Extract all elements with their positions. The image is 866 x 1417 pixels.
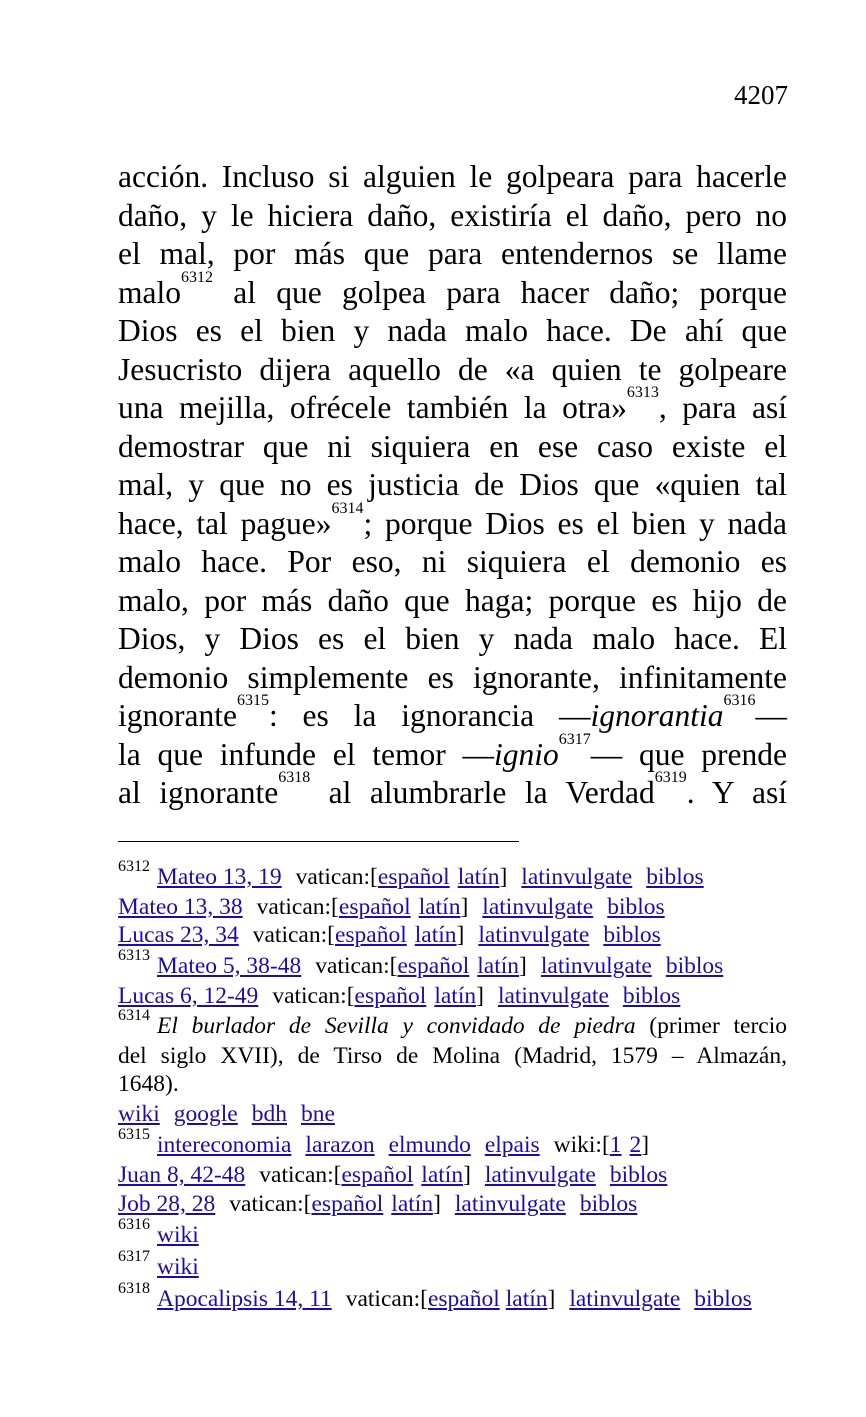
bible-ref-link[interactable]: Lucas 23, 34 (118, 922, 239, 948)
wiki-link-2[interactable]: 2 (629, 1132, 642, 1158)
wiki-link[interactable]: wiki (157, 1254, 199, 1280)
vatican-label: vatican:[ (256, 894, 339, 920)
footnote-text: del siglo XVII), de Tirso de Molina (Madrid, 1579 – Almazán, (118, 1043, 787, 1069)
footnote-mark: 6312 (118, 858, 150, 875)
footnote-ref[interactable]: 6315 (236, 692, 269, 709)
body-line (118, 582, 787, 621)
text-run: Jesucristo dijera aquello de «a quien te golpeare (118, 351, 787, 387)
text-run: la que infunde el temor — (118, 736, 494, 772)
footnote-6313-row (118, 981, 680, 1011)
footnote-mark: 6317 (118, 1248, 150, 1265)
google-link[interactable]: google (173, 1101, 238, 1127)
body-line (118, 659, 787, 698)
footnote-separator (118, 841, 519, 842)
body-line (118, 466, 787, 505)
footnote-6312-row (118, 892, 665, 922)
footnote-mark: 6315 (118, 1126, 150, 1143)
latin-link[interactable]: latín (457, 864, 500, 890)
body-line (118, 351, 787, 390)
text-run: daño, y le hiciera daño, existiría el daño, pero no (118, 197, 787, 233)
latinvulgate-link[interactable]: latinvulgate (484, 1162, 596, 1188)
bracket-close: ] (641, 1132, 650, 1158)
italic-term: ignio (494, 736, 559, 772)
latinvulgate-link[interactable]: latinvulgate (521, 864, 633, 890)
body-line (118, 692, 787, 736)
biblos-link[interactable]: biblos (646, 864, 704, 890)
espanol-link[interactable]: español (397, 953, 470, 979)
bracket-close: ] (433, 1191, 441, 1217)
footnote-text: 1648). (118, 1071, 179, 1097)
biblos-link[interactable]: biblos (694, 1286, 752, 1312)
body-line (118, 384, 788, 428)
bracket-close: ] (519, 953, 527, 979)
latin-link[interactable]: latín (391, 1191, 434, 1217)
biblos-link[interactable]: biblos (579, 1191, 638, 1217)
vatican-label: vatican:[ (252, 922, 335, 948)
footnote-mark: 6318 (118, 1280, 150, 1297)
footnote-ref[interactable]: 6313 (626, 384, 659, 401)
footnote-6314-text (118, 1069, 179, 1099)
vatican-label: vatican:[ (259, 1162, 342, 1188)
text-run: Dios, y Dios es el bien y nada malo hace. El (118, 621, 787, 656)
footnote-ref[interactable]: 6314 (331, 499, 364, 517)
body-line (118, 158, 787, 197)
latin-link[interactable]: latín (505, 1286, 548, 1312)
bible-ref-link[interactable]: Job 28, 28 (118, 1191, 216, 1217)
bracket-close: ] (476, 983, 484, 1009)
latin-link[interactable]: latín (414, 922, 457, 948)
espanol-link[interactable]: español (334, 922, 407, 948)
vatican-label: vatican:[ (295, 864, 378, 890)
work-title: El burlador de Sevilla y convidado de piedra (157, 1013, 636, 1039)
latinvulgate-link[interactable]: latinvulgate (569, 1286, 681, 1312)
bne-link[interactable]: bne (301, 1101, 335, 1127)
bracket-close: ] (463, 1162, 471, 1188)
bracket-close: ] (499, 864, 508, 890)
wiki-label: wiki:[ (553, 1132, 610, 1158)
footnote-mark: 6313 (118, 947, 150, 964)
vatican-label: vatican:[ (315, 953, 398, 979)
page-number: 4207 (734, 80, 788, 110)
espanol-link[interactable]: español (341, 1162, 414, 1188)
footnote-mark: 6314 (118, 1007, 150, 1024)
elpais-link[interactable]: elpais (484, 1132, 540, 1158)
text-run: mal, y que no es justicia de Dios que «quien tal (118, 467, 787, 502)
text-run: al que golpea para hacer daño; porque (213, 274, 787, 310)
latin-link[interactable]: latín (418, 894, 461, 920)
text-run: Dios es el bien y nada malo hace. De ahí que (118, 313, 787, 348)
bible-ref-link[interactable]: Mateo 13, 19 (157, 864, 282, 890)
footnote-6317 (118, 1248, 199, 1282)
body-line (118, 769, 787, 813)
text-run: — que prende (590, 736, 787, 772)
text-run: , para así (658, 390, 788, 425)
text-run: . Y así (686, 775, 787, 810)
bracket-close: ] (547, 1286, 556, 1312)
espanol-link[interactable]: español (354, 983, 427, 1009)
text-run: malo, por más daño que haga; porque es hijo de (118, 582, 787, 618)
footnote-ref[interactable]: 6317 (558, 730, 591, 748)
espanol-link[interactable]: español (377, 864, 450, 890)
footnote-ref[interactable]: 6316 (723, 692, 756, 709)
footnote-6315 (118, 1126, 650, 1160)
larazon-link[interactable]: larazon (305, 1132, 375, 1158)
footnote-ref[interactable]: 6318 (278, 769, 311, 786)
elmundo-link[interactable]: elmundo (388, 1132, 471, 1158)
footnote-6318 (118, 1280, 752, 1314)
latinvulgate-link[interactable]: latinvulgate (454, 1191, 566, 1217)
text-run: malo hace. Por eso, ni siquiera el demonio es (118, 544, 787, 579)
text-run: hace, tal pague» (118, 505, 332, 541)
vatican-label: vatican:[ (229, 1191, 312, 1217)
footnote-text: (primer tercio (635, 1013, 788, 1039)
text-run: acción. Incluso si alguien le golpeara para hacerle (118, 159, 787, 194)
latinvulgate-link[interactable]: latinvulgate (540, 953, 652, 979)
footnote-6313 (118, 947, 724, 981)
footnote-6312 (118, 858, 704, 892)
bible-ref-link[interactable]: Mateo 13, 38 (118, 894, 243, 920)
body-line (118, 312, 787, 351)
biblos-link[interactable]: biblos (603, 922, 661, 948)
intereconomia-link[interactable]: intereconomia (157, 1132, 292, 1158)
espanol-link[interactable]: español (427, 1286, 500, 1312)
espanol-link[interactable]: español (338, 894, 411, 920)
vatican-label: vatican:[ (272, 983, 355, 1009)
bible-ref-link[interactable]: Juan 8, 42-48 (118, 1162, 246, 1188)
text-run: ignorante (118, 698, 237, 733)
text-run: al alumbrarle la Verdad (310, 775, 655, 810)
body-line (118, 235, 787, 274)
footnote-mark: 6316 (118, 1216, 150, 1233)
text-run: el mal, por más que para entendernos se llame (118, 236, 787, 271)
bracket-close: ] (456, 922, 465, 948)
body-line (118, 197, 787, 236)
footnote-ref[interactable]: 6312 (181, 268, 213, 286)
bible-ref-link[interactable]: Mateo 5, 38-48 (157, 953, 302, 979)
text-run: : es la ignorancia — (268, 698, 591, 733)
body-line (118, 499, 788, 544)
footnote-6314-text (118, 1041, 787, 1071)
text-run: al ignorante (118, 775, 279, 810)
body-line (118, 620, 787, 659)
vatican-label: vatican:[ (345, 1286, 428, 1312)
footnote-6312-row (118, 920, 661, 950)
wiki-link[interactable]: wiki (157, 1222, 199, 1248)
latinvulgate-link[interactable]: latinvulgate (497, 983, 609, 1009)
italic-term: ignorantia (590, 698, 724, 733)
text-run: malo (118, 274, 181, 310)
latin-link[interactable]: latín (477, 953, 520, 979)
body-line (118, 543, 787, 582)
latinvulgate-link[interactable]: latinvulgate (478, 922, 590, 948)
biblos-link[interactable]: biblos (607, 894, 665, 920)
footnote-6314 (118, 1007, 788, 1041)
footnote-6314-links (118, 1099, 335, 1129)
text-run: demonio simplemente es ignorante, infinitamente (118, 659, 787, 695)
wiki-link[interactable]: wiki (118, 1101, 160, 1127)
body-line (118, 268, 787, 313)
bible-ref-link[interactable]: Apocalipsis 14, 11 (157, 1286, 332, 1312)
bracket-close: ] (460, 894, 469, 920)
biblos-link[interactable]: biblos (665, 953, 724, 979)
text-run: ; porque Dios es el bien y nada (363, 505, 788, 541)
latin-link[interactable]: latín (434, 983, 477, 1009)
footnote-6316 (118, 1216, 199, 1250)
latin-link[interactable]: latín (421, 1162, 464, 1188)
latinvulgate-link[interactable]: latinvulgate (482, 894, 594, 920)
text-run: una mejilla, ofrécele también la otra» (118, 390, 627, 425)
text-run: demostrar que ni siquiera en ese caso existe el (118, 428, 787, 464)
wiki-link-1[interactable]: 1 (609, 1132, 622, 1158)
biblos-link[interactable]: biblos (609, 1162, 668, 1188)
body-line (118, 428, 787, 467)
bible-ref-link[interactable]: Lucas 6, 12-49 (118, 983, 259, 1009)
biblos-link[interactable]: biblos (622, 983, 681, 1009)
espanol-link[interactable]: español (311, 1191, 384, 1217)
footnote-6315-row (118, 1189, 637, 1219)
footnote-ref[interactable]: 6319 (654, 769, 687, 786)
text-run: — (755, 698, 787, 733)
bdh-link[interactable]: bdh (251, 1101, 287, 1127)
footnote-6315-row (118, 1160, 667, 1190)
